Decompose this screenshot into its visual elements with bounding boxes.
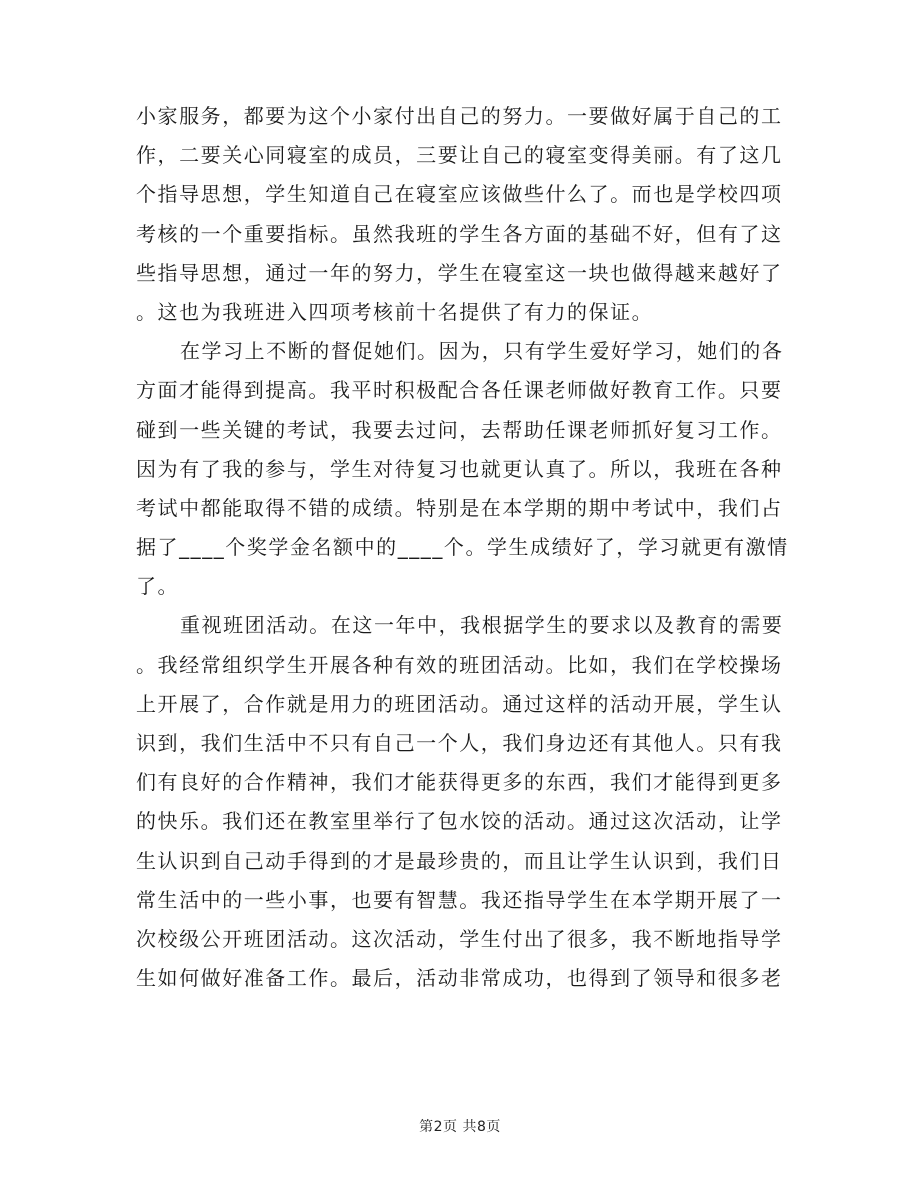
paragraph — [136, 97, 783, 332]
text-line: 识到，我们生活中不只有自己一个人，我们身边还有其他人。只有我 — [136, 731, 783, 755]
text-line: 重视班团活动。在这一年中，我根据学生的要求以及教育的需要 — [180, 613, 784, 638]
text-line: 据了____个奖学金名额中的____个。学生成绩好了，学习就更有激情 — [136, 535, 789, 560]
text-line: 考核的一个重要指标。虽然我班的学生各方面的基础不好，但有了这 — [136, 221, 783, 246]
text-line: 作，二要关心同寝室的成员，三要让自己的寝室变得美丽。有了这几 — [136, 143, 783, 168]
text-line: 生认识到自己动手得到的才是最珍贵的，而且让学生认识到，我们日 — [136, 848, 783, 873]
text-line: 上开展了，合作就是用力的班团活动。通过这样的活动开展，学生认 — [136, 691, 783, 716]
paragraph — [136, 332, 789, 606]
text-line: 在学习上不断的督促她们。因为，只有学生爱好学习，她们的各 — [180, 339, 784, 364]
text-line: 的快乐。我们还在教室里举行了包水饺的活动。通过这次活动，让学 — [136, 809, 783, 834]
text-line: 碰到一些关键的考试，我要去过问，去帮助任课老师抓好复习工作。 — [136, 417, 783, 442]
text-line: 个指导思想，学生知道自己在寝室应该做些什么了。而也是学校四项 — [136, 182, 783, 207]
page-number-footer: 第2页 共8页 — [419, 1119, 501, 1135]
text-line: 小家服务，都要为这个小家付出自己的努力。一要做好属于自己的工 — [136, 104, 783, 128]
text-line: 考试中都能取得不错的成绩。特别是在本学期的期中考试中，我们占 — [136, 495, 783, 520]
text-line: 们有良好的合作精神，我们才能获得更多的东西，我们才能得到更多 — [136, 770, 783, 795]
text-line: 了。 — [136, 574, 180, 599]
body-text — [136, 97, 789, 998]
text-line: 些指导思想，通过一年的努力，学生在寝室这一块也做得越来越好了 — [136, 260, 783, 285]
text-line: 方面才能得到提高。我平时积极配合各任课老师做好教育工作。只要 — [136, 378, 783, 403]
paragraph — [136, 606, 784, 998]
text-line: 生如何做好准备工作。最后，活动非常成功，也得到了领导和很多老 — [136, 966, 783, 991]
text-line: 因为有了我的参与，学生对待复习也就更认真了。所以，我班在各种 — [136, 456, 783, 481]
text-line: 常生活中的一些小事，也要有智慧。我还指导学生在本学期开展了一 — [136, 887, 783, 912]
text-line: 次校级公开班团活动。这次活动，学生付出了很多，我不断地指导学 — [136, 926, 783, 951]
text-line: 。这也为我班进入四项考核前十名提供了有力的保证。 — [136, 299, 654, 324]
text-line: 。我经常组织学生开展各种有效的班团活动。比如，我们在学校操场 — [136, 652, 783, 677]
